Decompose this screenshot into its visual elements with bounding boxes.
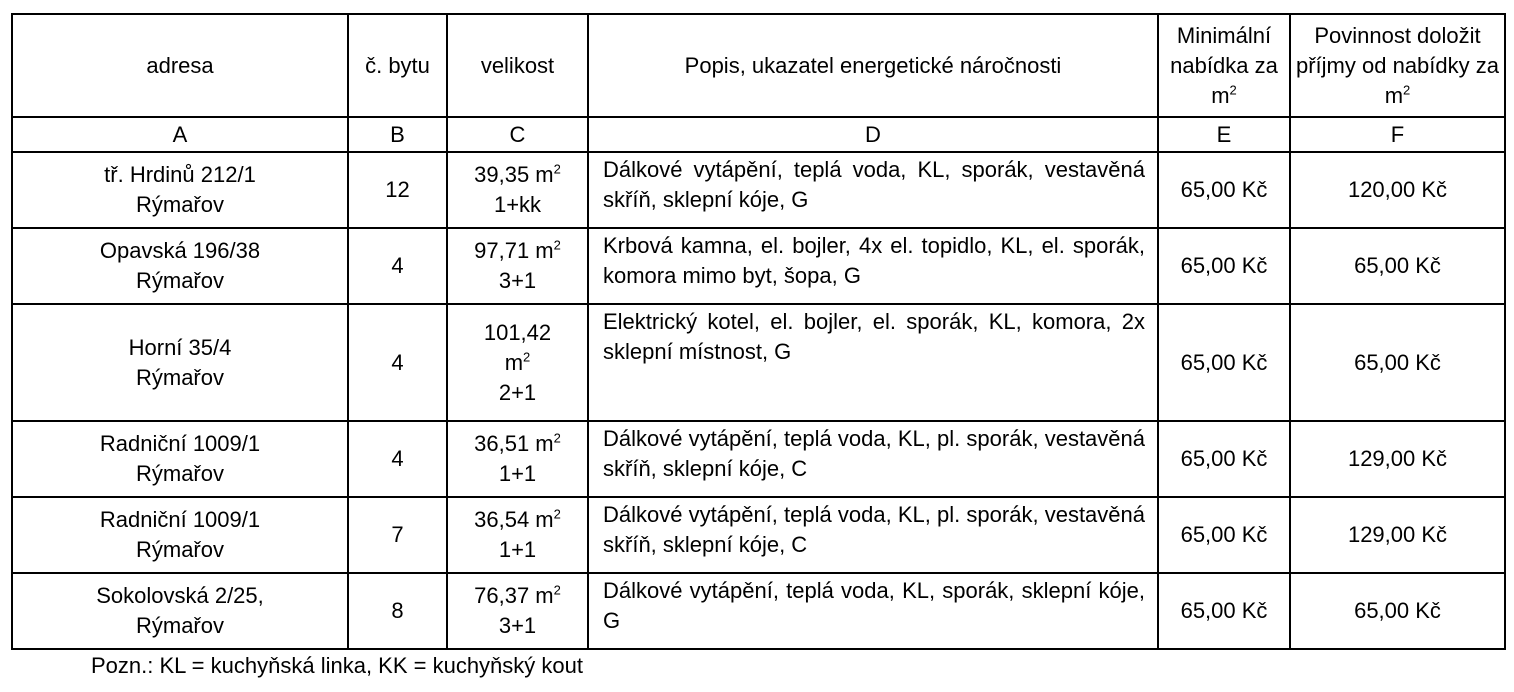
area-unit-text: m	[504, 349, 524, 375]
address-street: Radniční 1009/1	[99, 431, 261, 456]
unit-cell: 8	[348, 573, 447, 649]
header-min-offer	[1158, 14, 1290, 117]
footnote: Pozn.: KL = kuchyňská linka, KK = kuchyňský kout	[91, 653, 583, 678]
area-value	[456, 160, 579, 190]
header-income-proof	[1290, 14, 1505, 117]
layout-value: 2+1	[498, 379, 537, 405]
size-cell	[447, 304, 588, 421]
area-value	[456, 429, 579, 459]
header-income-proof-text: Povinnost doložit příjmy od nabídky za m	[1296, 22, 1499, 108]
unit-cell: 7	[348, 497, 447, 573]
size-cell	[447, 573, 588, 649]
header-description: Popis, ukazatel energetické náročnosti	[588, 14, 1158, 117]
table-row	[12, 152, 1505, 228]
description-cell: Krbová kamna, el. bojler, 4x el. topidlo, KL, el. sporák, komora mimo byt, šopa, G	[588, 228, 1158, 304]
min-offer-cell: 65,00 Kč	[1158, 421, 1290, 497]
area-text: 36,54 m	[474, 507, 554, 532]
area-unit	[456, 348, 579, 378]
area-sup: 2	[553, 237, 561, 253]
income-proof-cell: 65,00 Kč	[1290, 228, 1505, 304]
address-city: Rýmařov	[135, 268, 224, 293]
address-street: tř. Hrdinů 212/1	[104, 162, 256, 187]
header-size: velikost	[447, 14, 588, 117]
min-offer-cell: 65,00 Kč	[1158, 497, 1290, 573]
layout-value: 1+1	[498, 461, 537, 486]
min-offer-cell: 65,00 Kč	[1158, 152, 1290, 228]
area-sup: 2	[553, 506, 561, 522]
description-cell: Dálkové vytápění, teplá voda, KL, sporák, sklepní kóje, G	[588, 573, 1158, 649]
area-sup: 2	[523, 349, 531, 365]
area-value	[456, 505, 579, 535]
column-letter: D	[588, 117, 1158, 152]
unit-cell: 4	[348, 228, 447, 304]
layout-value: 1+1	[498, 537, 537, 562]
address-street: Radniční 1009/1	[99, 507, 261, 532]
unit-cell: 4	[348, 421, 447, 497]
area-value	[456, 236, 579, 266]
area-sup: 2	[553, 582, 561, 598]
area-value: 101,42	[483, 319, 552, 345]
address-cell	[12, 304, 348, 421]
area-value	[456, 581, 579, 611]
income-proof-cell: 65,00 Kč	[1290, 573, 1505, 649]
area-text: 39,35 m	[474, 162, 554, 187]
min-offer-cell: 65,00 Kč	[1158, 573, 1290, 649]
table-row	[12, 497, 1505, 573]
table-row	[12, 304, 1505, 421]
table-row	[12, 421, 1505, 497]
address-city: Rýmařov	[135, 613, 224, 638]
area-text: 36,51 m	[474, 431, 554, 456]
column-letter: F	[1290, 117, 1505, 152]
table-row	[12, 573, 1505, 649]
size-cell	[447, 152, 588, 228]
header-min-offer-sup: 2	[1229, 82, 1237, 98]
header-min-offer-text: Minimální nabídka za m	[1170, 22, 1278, 108]
layout-value: 1+kk	[493, 192, 542, 217]
column-letter: B	[348, 117, 447, 152]
description-cell: Dálkové vytápění, teplá voda, KL, pl. sporák, vestavěná skříň, sklepní kóje, C	[588, 421, 1158, 497]
column-letter: A	[12, 117, 348, 152]
address-street: Sokolovská 2/25,	[96, 583, 264, 608]
address-city: Rýmařov	[135, 537, 224, 562]
unit-cell: 12	[348, 152, 447, 228]
header-address: adresa	[12, 14, 348, 117]
column-letter-row	[12, 117, 1505, 152]
header-income-proof-sup: 2	[1403, 82, 1411, 98]
layout-value: 3+1	[498, 613, 537, 638]
area-text: 97,71 m	[474, 238, 554, 263]
min-offer-cell: 65,00 Kč	[1158, 228, 1290, 304]
address-city: Rýmařov	[135, 461, 224, 486]
apartments-table	[11, 13, 1506, 650]
header-unit-no: č. bytu	[348, 14, 447, 117]
size-cell	[447, 421, 588, 497]
income-proof-cell: 129,00 Kč	[1290, 497, 1505, 573]
description-cell: Elektrický kotel, el. bojler, el. sporák, KL, komora, 2x sklepní místnost, G	[588, 304, 1158, 421]
layout-value: 3+1	[498, 268, 537, 293]
description-cell: Dálkové vytápění, teplá voda, KL, sporák, vestavěná skříň, sklepní kóje, G	[588, 152, 1158, 228]
area-text: 76,37 m	[474, 583, 554, 608]
address-cell	[12, 228, 348, 304]
income-proof-cell: 129,00 Kč	[1290, 421, 1505, 497]
address-cell	[12, 573, 348, 649]
address-street: Opavská 196/38	[99, 238, 261, 263]
size-cell	[447, 228, 588, 304]
size-cell	[447, 497, 588, 573]
address-cell	[12, 497, 348, 573]
column-letter: E	[1158, 117, 1290, 152]
column-letter: C	[447, 117, 588, 152]
area-sup: 2	[553, 430, 561, 446]
unit-cell: 4	[348, 304, 447, 421]
min-offer-cell: 65,00 Kč	[1158, 304, 1290, 421]
address-street: Horní 35/4	[128, 334, 232, 360]
address-cell	[12, 421, 348, 497]
description-cell: Dálkové vytápění, teplá voda, KL, pl. sporák, vestavěná skříň, sklepní kóje, C	[588, 497, 1158, 573]
header-row	[12, 14, 1505, 117]
address-city: Rýmařov	[135, 364, 224, 390]
income-proof-cell: 65,00 Kč	[1290, 304, 1505, 421]
table-row	[12, 228, 1505, 304]
area-sup: 2	[553, 161, 561, 177]
address-city: Rýmařov	[135, 192, 224, 217]
income-proof-cell: 120,00 Kč	[1290, 152, 1505, 228]
address-cell	[12, 152, 348, 228]
